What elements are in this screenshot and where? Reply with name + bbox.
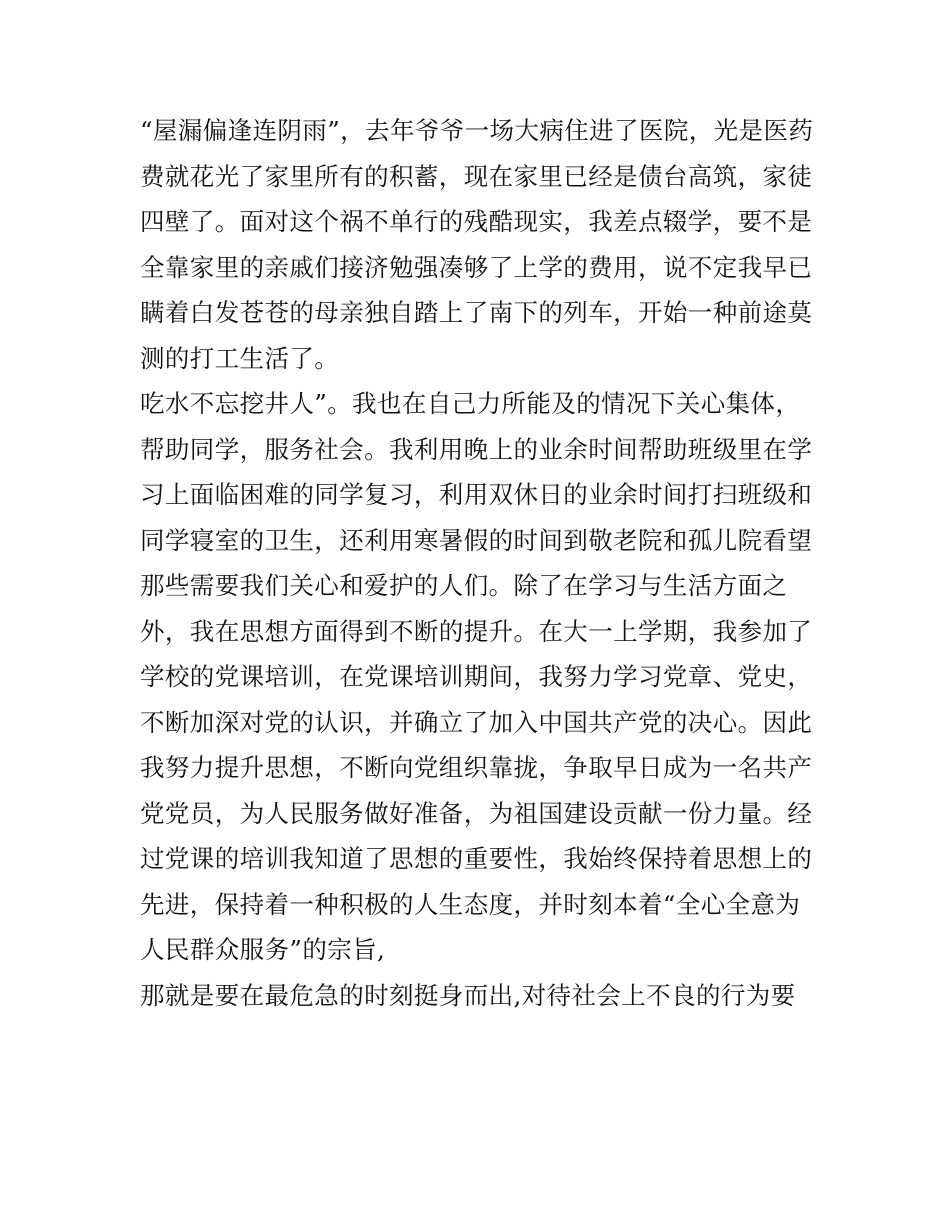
text-line: 测的打工生活了。: [140, 343, 340, 373]
body-text: [140, 108, 820, 1018]
text-line: 习上面临困难的同学复习，利用双休日的业余时间打扫班级和: [140, 480, 813, 509]
text-line: 党党员，为人民服务做好准备，为祖国建设贡献一份力量。经: [140, 798, 813, 828]
text-line: 四壁了。面对这个祸不单行的残酷现实，我差点辍学，要不是: [140, 207, 813, 236]
text-line: 那就是要在最危急的时刻挺身而出,对待社会上不良的行为要: [140, 980, 796, 1010]
text-line: 先进，保持着一种积极的人生态度，并时刻本着“全心全意为: [140, 889, 801, 919]
text-line: 那些需要我们关心和爱护的人们。除了在学习与生活方面之: [140, 571, 788, 600]
text-line: 过党课的培训我知道了思想的重要性，我始终保持着思想上的: [140, 844, 813, 873]
text-line: 瞒着白发苍苍的母亲独自踏上了南下的列车，开始一种前途莫: [140, 298, 813, 327]
text-line: 人民群众服务”的宗旨,: [140, 935, 386, 964]
text-line: 同学寝室的卫生，还利用寒暑假的时间到敬老院和孤儿院看望: [140, 525, 813, 555]
text-line: 吃水不忘挖井人”。我也在自己力所能及的情况下关心集体，: [140, 389, 801, 418]
text-line: 外，我在思想方面得到不断的提升。在大一上学期，我参加了: [140, 616, 813, 646]
text-line: 费就花光了家里所有的积蓄，现在家里已经是债台高筑，家徒: [140, 161, 813, 191]
text-line: 学校的党课培训，在党课培训期间，我努力学习党章、党史，: [140, 662, 813, 691]
text-line: 不断加深对党的认识，并确立了加入中国共产党的决心。因此: [140, 707, 813, 737]
text-line: 帮助同学，服务社会。我利用晚上的业余时间帮助班级里在学: [140, 434, 813, 464]
text-line: “屋漏偏逢连阴雨”，去年爷爷一场大病住进了医院，光是医药: [140, 116, 814, 145]
text-line: 全靠家里的亲戚们接济勉强凑够了上学的费用，说不定我早已: [140, 252, 813, 282]
text-line: 我努力提升思想，不断向党组织靠拢，争取早日成为一名共产: [140, 753, 813, 782]
